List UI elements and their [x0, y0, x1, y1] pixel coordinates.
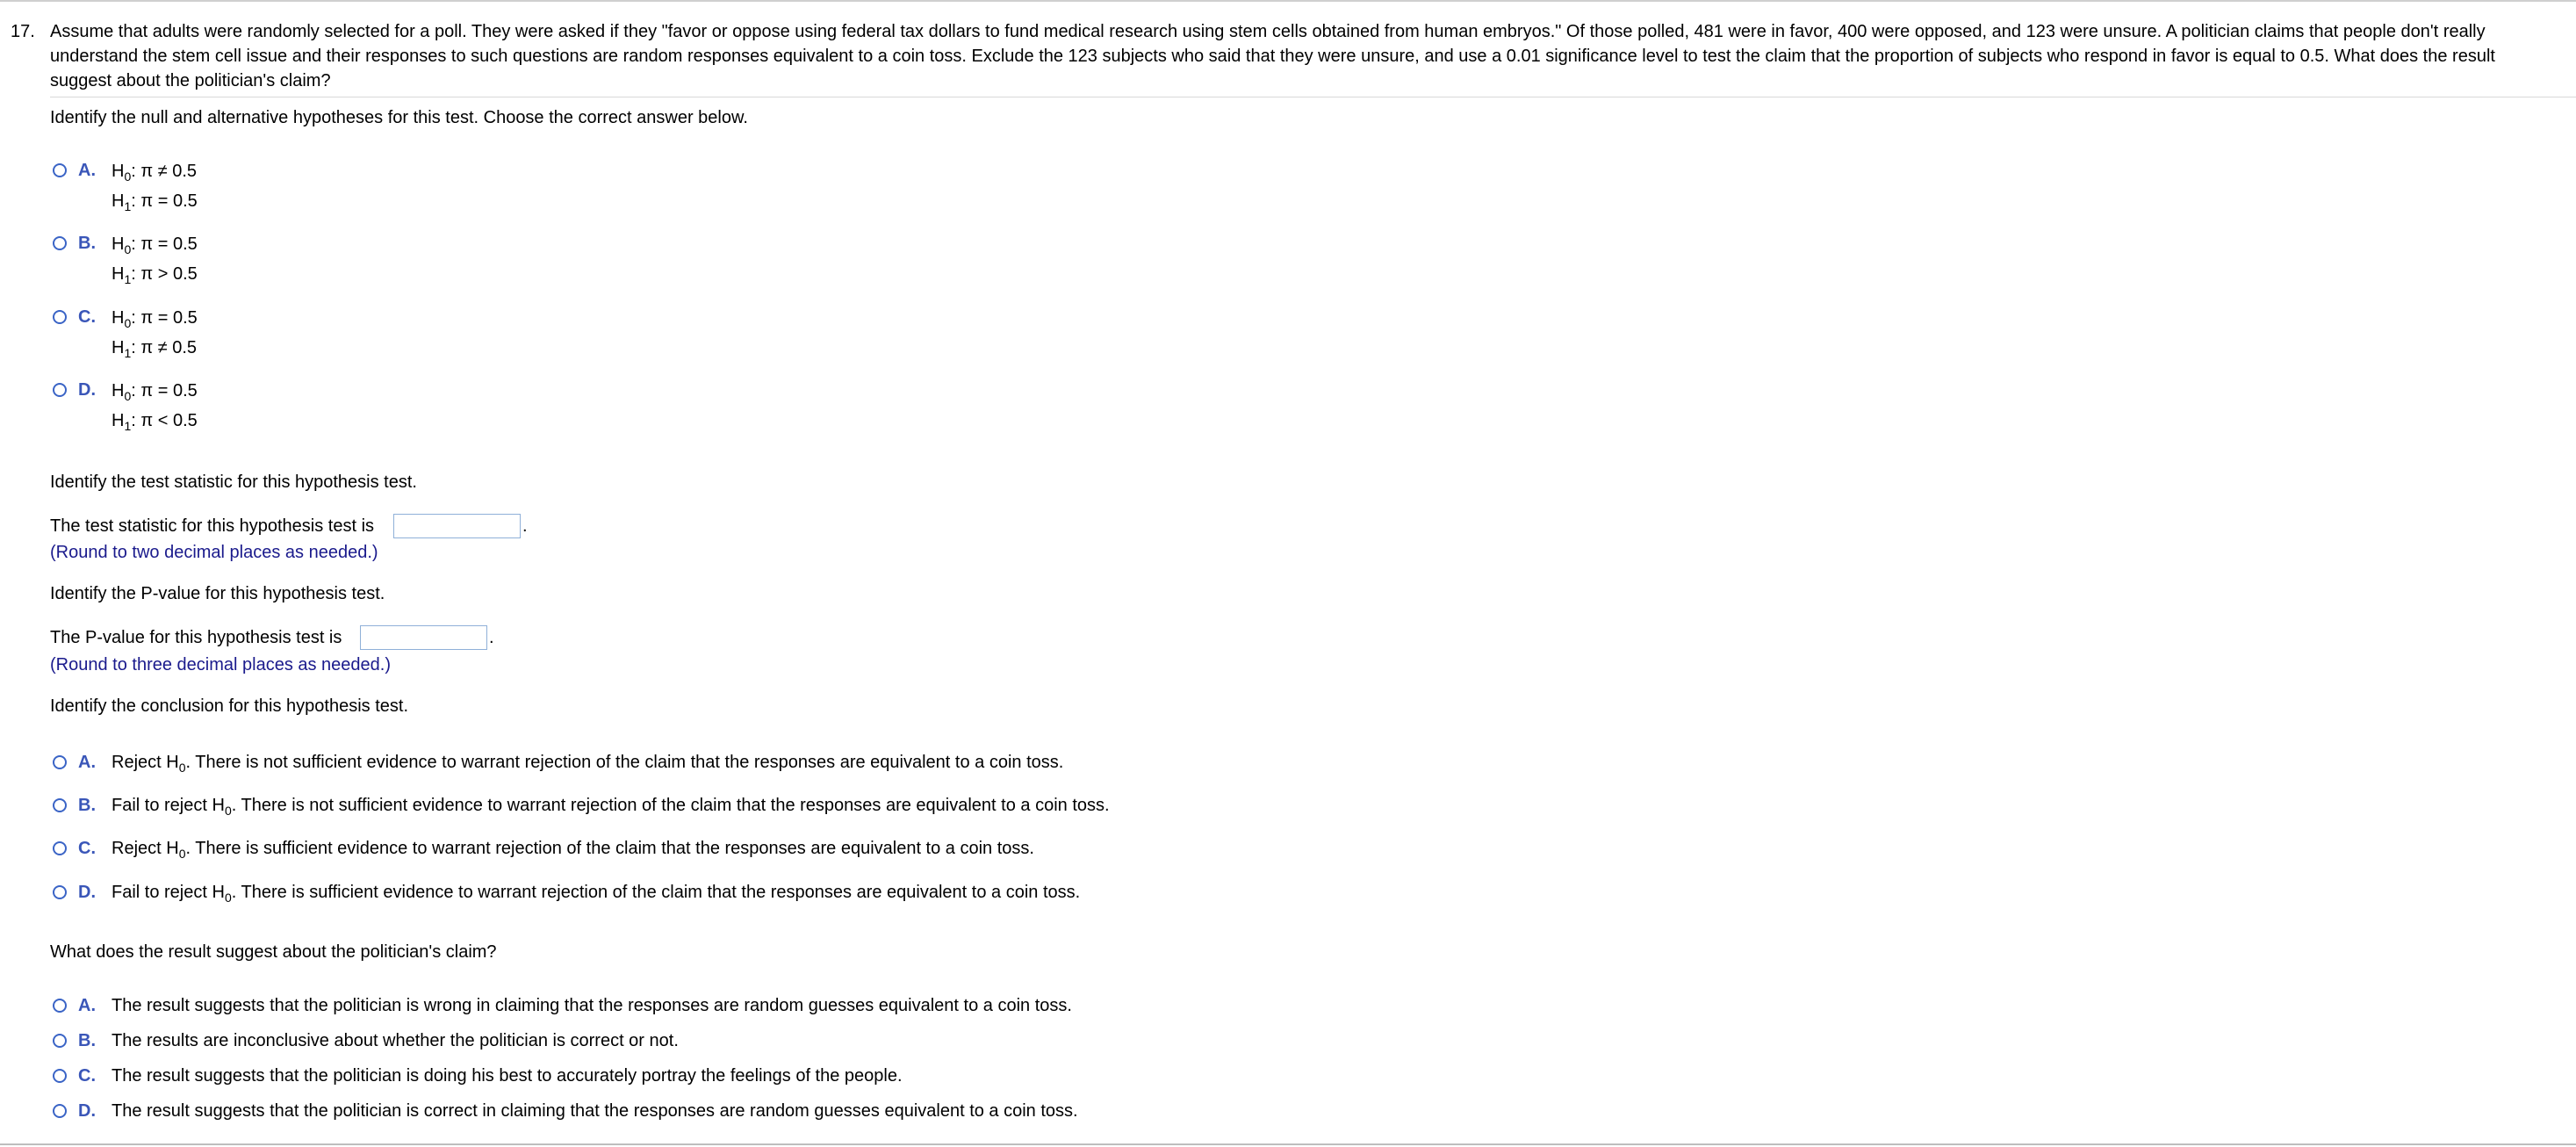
h-symbol: H [112, 264, 125, 284]
h-symbol: H [112, 338, 125, 357]
h1-statement: : π ≠ 0.5 [131, 338, 198, 357]
null-subscript: 0 [178, 847, 186, 861]
null-subscript: 0 [224, 891, 232, 905]
hypotheses-radio-a[interactable] [53, 163, 67, 177]
explanation-text: . There is not sufficient evidence to warrant rejection of the claim that the responses are equivalent to a coin toss. [231, 796, 1110, 815]
hypotheses-option-b-h0 [112, 231, 198, 257]
test-statistic-line: The test statistic for this hypothesis test is [50, 516, 375, 536]
claim-letter-d[interactable]: D. [78, 1101, 96, 1121]
conclusion-option-d [112, 880, 1080, 905]
h1-statement: : π < 0.5 [131, 411, 198, 430]
question-number: 17. [11, 22, 35, 41]
test-statistic-hint: (Round to two decimal places as needed.) [50, 543, 378, 562]
decision-text: Reject H [112, 753, 179, 772]
conclusion-letter-b[interactable]: B. [78, 796, 96, 815]
null-subscript: 0 [224, 804, 232, 818]
conclusion-option-b [112, 793, 1110, 818]
explanation-text: . There is not sufficient evidence to warrant rejection of the claim that the responses are equivalent to a coin toss. [185, 753, 1064, 772]
h0-statement: : π = 0.5 [131, 308, 198, 328]
hypotheses-option-b-h1 [112, 261, 198, 287]
claim-letter-a[interactable]: A. [78, 996, 96, 1015]
top-divider [0, 0, 2576, 2]
null-subscript: 0 [124, 316, 132, 330]
hypotheses-radio-d[interactable] [53, 383, 67, 397]
claim-letter-b[interactable]: B. [78, 1031, 96, 1050]
test-statistic-period: . [522, 516, 528, 536]
claim-option-c: The result suggests that the politician is doing his best to accurately portray the feelings of the people. [112, 1066, 903, 1086]
alt-subscript: 1 [124, 272, 132, 286]
hypotheses-radio-b[interactable] [53, 236, 67, 250]
h-symbol: H [112, 381, 125, 400]
conclusion-prompt: Identify the conclusion for this hypothesis test. [50, 696, 408, 716]
question-text: Assume that adults were randomly selected for a poll. They were asked if they "favor or oppose using federal tax dollars to fund medical research using stem cells obtained from human embryos." Of those polled, 481 were in favor, 400 were opposed, and 123 were unsure. A politician claims that people don't really understand the stem cell issue and their responses to such questions are random responses equivalent to a coin toss. Exclude the 123 subjects who said that they were unsure, and use a 0.01 significance level to test the claim that the proportion of subjects who respond in favor is equal to 0.5. What does the result suggest about the politician's claim? [50, 22, 2495, 90]
hypotheses-radio-c[interactable] [53, 310, 67, 324]
decision-text: Fail to reject H [112, 796, 225, 815]
explanation-text: . There is sufficient evidence to warrant rejection of the claim that the responses are equivalent to a coin toss. [231, 883, 1081, 902]
conclusion-letter-a[interactable]: A. [78, 753, 96, 772]
hypotheses-prompt: Identify the null and alternative hypotheses for this test. Choose the correct answer below. [50, 108, 748, 127]
conclusion-letter-c[interactable]: C. [78, 839, 96, 858]
conclusion-radio-b[interactable] [53, 798, 67, 812]
null-subscript: 0 [124, 170, 132, 184]
conclusion-radio-c[interactable] [53, 841, 67, 855]
null-subscript: 0 [124, 389, 132, 403]
hypotheses-option-c-h1 [112, 335, 197, 361]
conclusion-radio-d[interactable] [53, 885, 67, 899]
claim-prompt: What does the result suggest about the politician's claim? [50, 942, 497, 962]
p-value-prompt: Identify the P-value for this hypothesis test. [50, 584, 385, 603]
h-symbol: H [112, 411, 125, 430]
hypotheses-letter-d[interactable]: D. [78, 380, 96, 400]
p-value-period: . [489, 628, 494, 647]
h1-statement: : π > 0.5 [131, 264, 198, 284]
h0-statement: : π = 0.5 [131, 381, 198, 400]
claim-option-a: The result suggests that the politician is wrong in claiming that the responses are random guesses equivalent to a coin toss. [112, 996, 1072, 1015]
claim-radio-b[interactable] [53, 1034, 67, 1048]
hypotheses-option-c-h0 [112, 305, 198, 331]
explanation-text: . There is sufficient evidence to warrant rejection of the claim that the responses are equivalent to a coin toss. [185, 839, 1034, 858]
claim-radio-c[interactable] [53, 1069, 67, 1083]
conclusion-option-a [112, 750, 1063, 775]
decision-text: Reject H [112, 839, 179, 858]
test-statistic-input[interactable] [393, 514, 521, 538]
hypotheses-option-a-h0 [112, 158, 197, 184]
conclusion-radio-a[interactable] [53, 755, 67, 769]
alt-subscript: 1 [124, 199, 132, 213]
h1-statement: : π = 0.5 [131, 191, 198, 211]
hypotheses-option-d-h1 [112, 408, 198, 434]
claim-option-b: The results are inconclusive about whether the politician is correct or not. [112, 1031, 679, 1050]
decision-text: Fail to reject H [112, 883, 225, 902]
p-value-hint: (Round to three decimal places as needed.) [50, 655, 392, 674]
claim-radio-d[interactable] [53, 1104, 67, 1118]
claim-letter-c[interactable]: C. [78, 1066, 96, 1086]
h-symbol: H [112, 191, 125, 211]
conclusion-letter-d[interactable]: D. [78, 883, 96, 902]
hypotheses-letter-a[interactable]: A. [78, 161, 96, 180]
null-subscript: 0 [124, 242, 132, 256]
h0-statement: : π ≠ 0.5 [131, 162, 198, 181]
conclusion-option-c [112, 836, 1034, 861]
hypotheses-option-a-h1 [112, 188, 198, 214]
hypotheses-letter-b[interactable]: B. [78, 234, 96, 253]
test-statistic-prompt: Identify the test statistic for this hypothesis test. [50, 473, 417, 492]
alt-subscript: 1 [124, 419, 132, 433]
claim-radio-a[interactable] [53, 999, 67, 1013]
claim-option-d: The result suggests that the politician is correct in claiming that the responses are random guesses equivalent to a coin toss. [112, 1101, 1078, 1121]
null-subscript: 0 [178, 761, 186, 775]
h0-statement: : π = 0.5 [131, 234, 198, 254]
h-symbol: H [112, 162, 125, 181]
alt-subscript: 1 [124, 346, 132, 360]
p-value-input[interactable] [360, 625, 487, 650]
h-symbol: H [112, 308, 125, 328]
h-symbol: H [112, 234, 125, 254]
bottom-divider [0, 1143, 2576, 1145]
hypotheses-option-d-h0 [112, 378, 198, 404]
hypotheses-letter-c[interactable]: C. [78, 307, 96, 327]
p-value-line: The P-value for this hypothesis test is [50, 628, 342, 647]
